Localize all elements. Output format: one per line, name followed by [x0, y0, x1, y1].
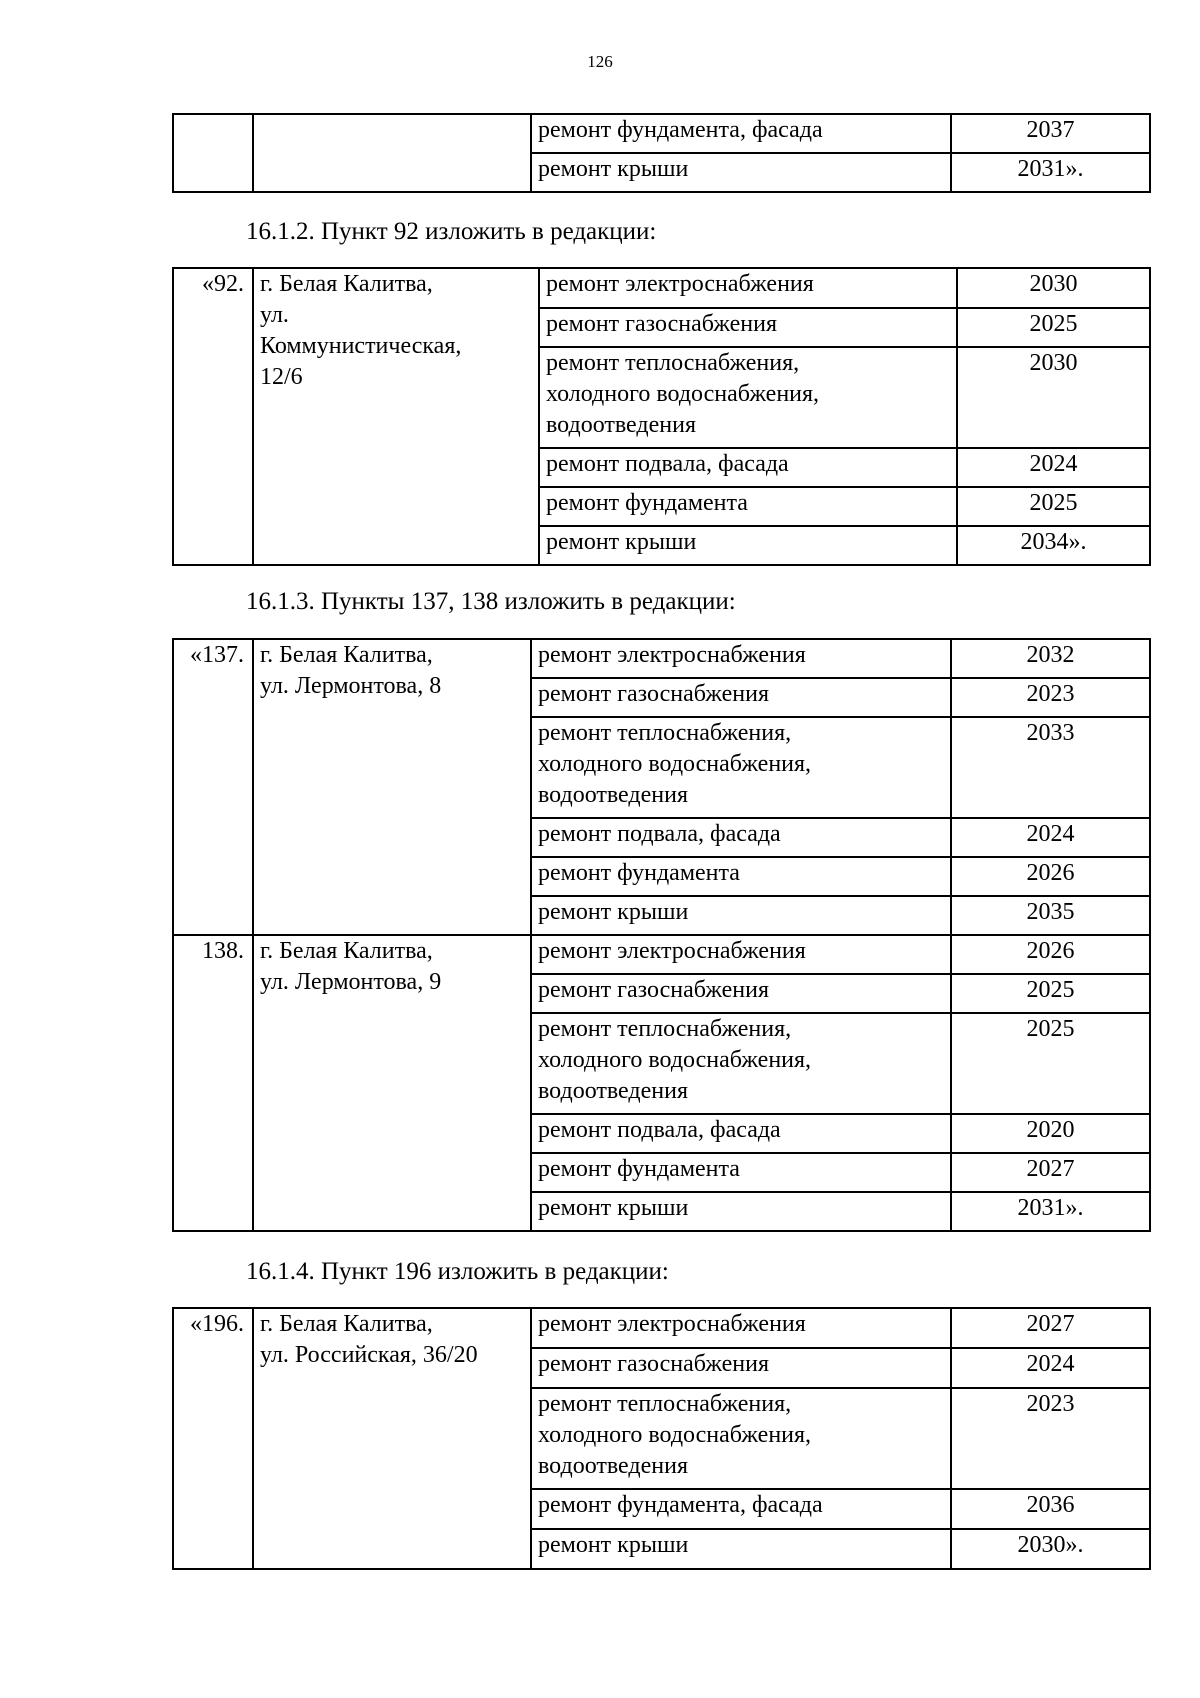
plan-table [172, 1307, 1151, 1570]
year-cell: 2024 [951, 818, 1150, 857]
work-line: холодного водоснабжения, [538, 1047, 812, 1073]
address-cell [253, 268, 539, 565]
work-line: ремонт электроснабжения [546, 271, 814, 297]
year-cell: 2037 [951, 114, 1150, 153]
year-cell: 2031». [951, 1192, 1150, 1231]
year-cell: 2023 [951, 1388, 1150, 1489]
work-cell [539, 308, 957, 347]
year-cell: 2034». [957, 526, 1150, 565]
work-line: водоотведения [538, 782, 688, 808]
year-cell: 2024 [957, 448, 1150, 487]
work-line: ремонт теплоснабжения, [538, 1016, 792, 1042]
plan-table [172, 638, 1151, 1232]
work-cell [531, 935, 951, 974]
work-cell [531, 1348, 951, 1388]
work-cell [539, 347, 957, 448]
year-cell: 2030 [957, 347, 1150, 448]
address-line: г. Белая Калитва, [260, 642, 433, 668]
item-number-cell: 138. [173, 935, 253, 1231]
year-cell: 2027 [951, 1153, 1150, 1192]
work-cell [531, 1013, 951, 1114]
address-cell [253, 935, 531, 1231]
work-line: ремонт подвала, фасада [546, 451, 789, 477]
table-row [173, 935, 1150, 974]
work-line: водоотведения [538, 1078, 688, 1104]
year-cell: 2032 [951, 639, 1150, 678]
address-line: ул. Лермонтова, 8 [260, 673, 442, 699]
item-number-cell: «92. [173, 268, 253, 565]
year-cell: 2033 [951, 717, 1150, 818]
work-line: холодного водоснабжения, [538, 1422, 812, 1448]
address-line: г. Белая Калитва, [260, 938, 433, 964]
year-cell: 2023 [951, 678, 1150, 717]
address-line: г. Белая Калитва, [260, 271, 433, 297]
year-cell: 2025 [957, 308, 1150, 347]
work-cell [531, 717, 951, 818]
work-line: ремонт фундамента, фасада [538, 1492, 823, 1518]
work-line: ремонт фундамента [546, 490, 748, 516]
year-cell: 2025 [951, 974, 1150, 1013]
work-cell [531, 1114, 951, 1153]
work-line: водоотведения [546, 412, 696, 438]
work-line: ремонт крыши [538, 1195, 689, 1221]
year-cell: 2020 [951, 1114, 1150, 1153]
address-line: 12/6 [260, 364, 303, 390]
work-cell [531, 1529, 951, 1569]
work-cell: ремонт крыши [531, 153, 951, 192]
address-line: ул. Лермонтова, 9 [260, 969, 442, 995]
work-line: ремонт крыши [546, 529, 697, 555]
work-cell [531, 1192, 951, 1231]
work-line: ремонт подвала, фасада [538, 821, 781, 847]
table-row [173, 1308, 1150, 1348]
work-line: ремонт газоснабжения [538, 977, 770, 1003]
work-line: ремонт теплоснабжения, [538, 1391, 792, 1417]
work-line: водоотведения [538, 1453, 688, 1479]
work-cell [531, 1489, 951, 1529]
year-cell: 2027 [951, 1308, 1150, 1348]
page-number: 126 [587, 52, 613, 71]
work-cell [531, 818, 951, 857]
table-row [173, 639, 1150, 678]
item-number-cell: «196. [173, 1308, 253, 1569]
work-cell [531, 1388, 951, 1489]
table-row [173, 114, 1150, 153]
year-cell: 2026 [951, 935, 1150, 974]
work-line: ремонт крыши [538, 899, 689, 925]
plan-table [172, 267, 1151, 566]
work-cell [539, 268, 957, 308]
address-line: г. Белая Калитва, [260, 1311, 433, 1337]
year-cell: 2025 [951, 1013, 1150, 1114]
section-heading: 16.1.4. Пункт 196 изложить в редакции: [246, 1258, 669, 1285]
work-line: ремонт крыши [538, 1532, 689, 1558]
year-cell: 2025 [957, 487, 1150, 526]
year-cell: 2024 [951, 1348, 1150, 1388]
work-line: ремонт газоснабжения [538, 681, 770, 707]
table-row [173, 268, 1150, 308]
work-cell [531, 639, 951, 678]
work-line: ремонт газоснабжения [538, 1351, 770, 1377]
work-cell [531, 974, 951, 1013]
address-cell [253, 639, 531, 935]
item-number-cell: «137. [173, 639, 253, 935]
work-line: холодного водоснабжения, [546, 381, 820, 407]
year-cell: 2026 [951, 857, 1150, 896]
address-cell [253, 114, 531, 192]
year-cell: 2031». [951, 153, 1150, 192]
year-cell: 2035 [951, 896, 1150, 935]
work-line: ремонт теплоснабжения, [546, 350, 800, 376]
year-cell: 2036 [951, 1489, 1150, 1529]
year-cell: 2030». [951, 1529, 1150, 1569]
section-heading: 16.1.2. Пункт 92 изложить в редакции: [246, 218, 657, 245]
address-line: ул. [260, 302, 289, 328]
work-line: ремонт электроснабжения [538, 1311, 806, 1337]
work-line: ремонт подвала, фасада [538, 1117, 781, 1143]
work-cell [539, 487, 957, 526]
section-heading: 16.1.3. Пункты 137, 138 изложить в редакции: [246, 588, 736, 615]
work-cell [539, 448, 957, 487]
work-cell [539, 526, 957, 565]
work-line: ремонт теплоснабжения, [538, 720, 792, 746]
work-cell [531, 678, 951, 717]
work-cell [531, 1308, 951, 1348]
work-line: холодного водоснабжения, [538, 751, 812, 777]
work-line: ремонт электроснабжения [538, 642, 806, 668]
work-cell [531, 1153, 951, 1192]
work-line: ремонт фундамента [538, 860, 740, 886]
work-line: ремонт электроснабжения [538, 938, 806, 964]
year-cell: 2030 [957, 268, 1150, 308]
work-line: ремонт газоснабжения [546, 311, 778, 337]
work-cell [531, 857, 951, 896]
work-cell [531, 896, 951, 935]
item-number-cell [173, 114, 253, 192]
continuation-table [172, 113, 1151, 193]
address-cell [253, 1308, 531, 1569]
address-line: Коммунистическая, [260, 333, 462, 359]
address-line: ул. Российская, 36/20 [260, 1342, 478, 1368]
work-line: ремонт фундамента [538, 1156, 740, 1182]
work-cell: ремонт фундамента, фасада [531, 114, 951, 153]
